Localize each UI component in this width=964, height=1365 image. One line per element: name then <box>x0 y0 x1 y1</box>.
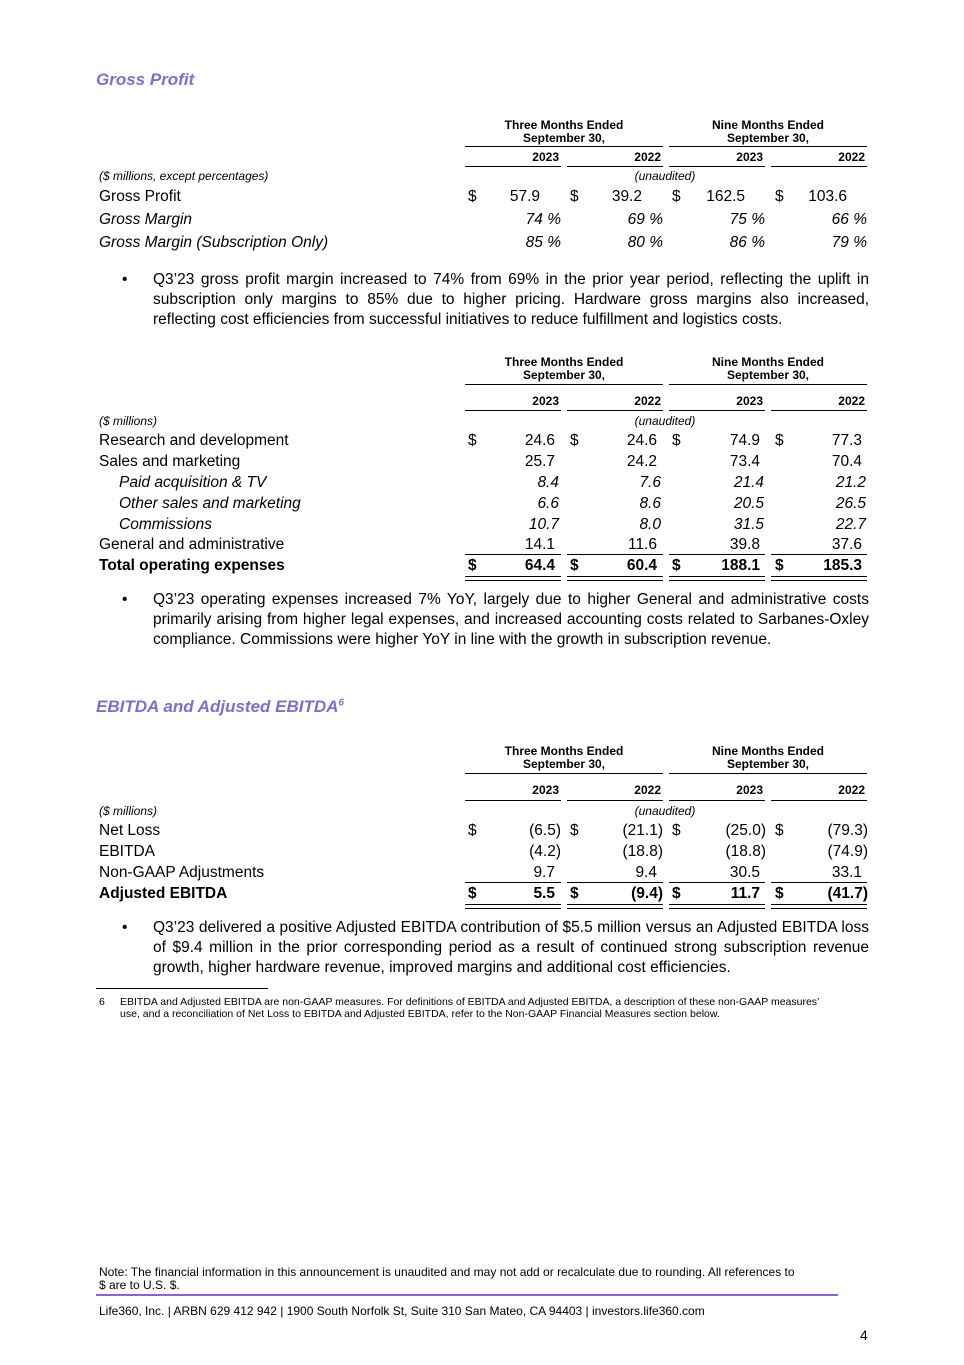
footnote-ref: 6 <box>338 697 344 709</box>
value-9m-2023: 75 % <box>729 211 765 228</box>
row-label: Adjusted EBITDA <box>99 885 228 902</box>
year-rule <box>465 166 561 167</box>
currency-symbol: $ <box>775 822 784 839</box>
row-label: Other sales and marketing <box>119 495 301 512</box>
value-q3-2023: 57.9 <box>509 188 540 205</box>
header-rule <box>465 773 663 774</box>
value-9m-2022: 66 % <box>831 211 867 228</box>
year-header: 2023 <box>532 394 559 408</box>
bullet-icon: • <box>122 919 128 936</box>
value-q3-2022: 39.2 <box>611 188 642 205</box>
year-rule <box>567 800 663 801</box>
bullet-icon: • <box>122 271 128 288</box>
currency-symbol: $ <box>672 822 681 839</box>
value-q3-2023: 64.4 <box>524 557 555 574</box>
value-9m-2023: 21.4 <box>733 474 764 491</box>
value-q3-2022: 24.6 <box>626 432 657 449</box>
unaudited-label: (unaudited) <box>634 804 696 818</box>
year-header: 2022 <box>838 394 865 408</box>
bullet-text: Q3’23 delivered a positive Adjusted EBITDA contribution of $5.5 million versus an Adjusted EBITDA loss of $9.4 million in the prior corresponding period as a result of continued strong subscription revenue growth, higher hardware revenue, improved margins and additional cost efficiencies. <box>153 919 869 976</box>
value-q3-2023: 14.1 <box>524 536 555 553</box>
value-q3-2022: 69 % <box>627 211 663 228</box>
bullet-point <box>122 590 869 670</box>
row-label: Gross Margin <box>99 211 193 228</box>
currency-symbol: $ <box>672 432 681 449</box>
value-q3-2022: 9.4 <box>635 864 657 881</box>
table-row <box>99 474 869 494</box>
row-label: Commissions <box>119 516 213 533</box>
table-row <box>99 864 869 884</box>
bullet-point <box>122 270 869 330</box>
currency-symbol: $ <box>570 188 579 205</box>
currency-symbol: $ <box>468 822 477 839</box>
value-9m-2022: 77.3 <box>831 432 862 449</box>
row-label: Gross Margin (Subscription Only) <box>99 234 329 251</box>
total-rule <box>669 576 765 581</box>
value-9m-2022: 103.6 <box>808 188 847 205</box>
row-label: Research and development <box>99 432 289 449</box>
row-label: General and administrative <box>99 536 285 553</box>
nine-months-header: Nine Months Ended September 30, <box>712 355 824 382</box>
total-row <box>99 557 869 577</box>
value-9m-2023: 73.4 <box>729 453 760 470</box>
bullet-icon: • <box>122 591 128 608</box>
value-q3-2022: (9.4) <box>631 885 663 902</box>
three-months-header: Three Months Ended September 30, <box>504 118 624 145</box>
value-9m-2022: 22.7 <box>835 516 866 533</box>
header-rule <box>465 146 663 147</box>
year-header: 2022 <box>634 394 661 408</box>
sum-rule <box>771 882 867 883</box>
currency-symbol: $ <box>672 557 681 574</box>
sum-rule <box>771 554 867 555</box>
value-9m-2022: 185.3 <box>823 557 862 574</box>
value-q3-2023: (4.2) <box>529 843 561 860</box>
footnote-text: EBITDA and Adjusted EBITDA are non-GAAP measures. For definitions of EBITDA and Adjusted EBITDA, a description of these non-GAAP measures’ use, and a reconciliation of Net Loss to EBITDA and Adjusted EBITDA, refer to the Non-GAAP Financial Measures section below. <box>120 996 819 1020</box>
sum-rule <box>567 882 663 883</box>
value-9m-2022: 79 % <box>831 234 867 251</box>
total-rule <box>771 904 867 909</box>
table-row <box>99 495 869 515</box>
value-q3-2022: (21.1) <box>622 822 663 839</box>
unit-label: ($ millions, except percentages) <box>99 169 269 183</box>
value-q3-2022: 80 % <box>627 234 663 251</box>
year-header: 2022 <box>838 150 865 164</box>
value-9m-2023: 162.5 <box>706 188 745 205</box>
year-header: 2022 <box>634 783 661 797</box>
year-rule <box>669 800 765 801</box>
currency-symbol: $ <box>468 188 477 205</box>
sum-rule <box>465 882 561 883</box>
value-9m-2023: 188.1 <box>721 557 760 574</box>
currency-symbol: $ <box>570 822 579 839</box>
header-rule <box>669 773 867 774</box>
three-months-header: Three Months Ended September 30, <box>504 355 624 382</box>
value-q3-2022: 8.6 <box>639 495 661 512</box>
total-rule <box>465 904 561 909</box>
value-9m-2023: 31.5 <box>733 516 764 533</box>
nine-months-header: Nine Months Ended September 30, <box>712 744 824 771</box>
page-number: 4 <box>860 1327 868 1343</box>
value-q3-2023: 25.7 <box>524 453 555 470</box>
currency-symbol: $ <box>672 188 681 205</box>
value-q3-2023: 6.6 <box>537 495 559 512</box>
value-9m-2022: 21.2 <box>835 474 866 491</box>
year-header: 2023 <box>736 150 763 164</box>
currency-symbol: $ <box>570 885 579 902</box>
value-9m-2023: 20.5 <box>733 495 764 512</box>
header-rule <box>669 384 867 385</box>
value-q3-2022: 60.4 <box>626 557 657 574</box>
value-9m-2022: 37.6 <box>831 536 862 553</box>
ebitda-title: EBITDA and Adjusted EBITDA$^6$ <box>96 697 344 716</box>
year-header: 2023 <box>532 150 559 164</box>
currency-symbol: $ <box>468 432 477 449</box>
year-header: 2022 <box>634 150 661 164</box>
sum-rule <box>465 554 561 555</box>
value-q3-2022: (18.8) <box>622 843 663 860</box>
value-9m-2023: 86 % <box>729 234 765 251</box>
bullet-text: Q3’23 gross profit margin increased to 74% from 69% in the prior year period, reflecting the uplift in subscription only margins to 85% due to higher pricing. Hardware gross margins also increased, reflecting cost efficiencies from successful initiatives to reduce fulfillment and logistics costs. <box>153 271 869 328</box>
table-row <box>99 536 869 556</box>
value-9m-2023: 11.7 <box>730 885 760 902</box>
total-rule <box>567 904 663 909</box>
rounding-note: Note: The financial information in this announcement is unaudited and may not add or recalculate due to rounding. All references to $ are to U.S. $. <box>99 1265 795 1292</box>
value-9m-2023: (25.0) <box>725 822 766 839</box>
value-q3-2023: 74 % <box>525 211 561 228</box>
currency-symbol: $ <box>570 557 579 574</box>
total-rule <box>669 904 765 909</box>
year-header: 2023 <box>736 783 763 797</box>
value-q3-2023: 10.7 <box>528 516 559 533</box>
table-row <box>99 516 869 536</box>
year-rule <box>465 800 561 801</box>
row-label: Net Loss <box>99 822 161 839</box>
value-9m-2022: 70.4 <box>831 453 862 470</box>
footnote-number: 6 <box>99 996 105 1008</box>
company-footer: Life360, Inc. | ARBN 629 412 942 | 1900 South Norfolk St, Suite 310 San Mateo, CA 94403 | investors.life360.com <box>99 1304 705 1318</box>
value-q3-2023: 8.4 <box>537 474 559 491</box>
row-label: EBITDA <box>99 843 155 860</box>
unaudited-label: (unaudited) <box>634 169 696 183</box>
value-q3-2022: 11.6 <box>627 536 657 553</box>
unit-label: ($ millions) <box>99 804 158 818</box>
value-q3-2022: 24.2 <box>626 453 657 470</box>
value-q3-2023: 85 % <box>525 234 561 251</box>
year-rule <box>669 410 765 411</box>
year-rule <box>567 166 663 167</box>
value-9m-2022: 26.5 <box>835 495 866 512</box>
value-q3-2023: 24.6 <box>524 432 555 449</box>
currency-symbol: $ <box>775 885 784 902</box>
value-9m-2023: (18.8) <box>725 843 766 860</box>
bullet-point <box>122 918 869 978</box>
year-header: 2022 <box>838 783 865 797</box>
header-rule <box>465 384 663 385</box>
year-rule <box>567 410 663 411</box>
value-9m-2022: (74.9) <box>827 843 868 860</box>
footer-rule <box>96 1294 838 1296</box>
row-label: Sales and marketing <box>99 453 241 470</box>
value-9m-2022: (41.7) <box>827 885 868 902</box>
table-row <box>99 188 869 208</box>
value-q3-2023: (6.5) <box>529 822 561 839</box>
year-rule <box>771 800 867 801</box>
year-header: 2023 <box>532 783 559 797</box>
sum-rule <box>567 554 663 555</box>
year-header: 2023 <box>736 394 763 408</box>
unit-label: ($ millions) <box>99 414 158 428</box>
row-label: Non-GAAP Adjustments <box>99 864 265 881</box>
currency-symbol: $ <box>775 188 784 205</box>
total-rule <box>567 576 663 581</box>
three-months-header: Three Months Ended September 30, <box>504 744 624 771</box>
total-row <box>99 885 869 905</box>
row-label: Paid acquisition & TV <box>119 474 267 491</box>
table-row <box>99 822 869 842</box>
year-rule <box>669 166 765 167</box>
table-row <box>99 453 869 473</box>
total-rule <box>465 576 561 581</box>
table-row <box>99 211 869 231</box>
value-9m-2022: 33.1 <box>831 864 862 881</box>
bullet-text: Q3’23 operating expenses increased 7% YoY, largely due to higher General and administrative costs primarily arising from higher legal expenses, and increased accounting costs related to Sarbanes-Oxley compliance. Commissions were higher YoY in line with the growth in subscription revenue. <box>153 591 869 648</box>
sum-rule <box>669 554 765 555</box>
value-9m-2023: 30.5 <box>729 864 760 881</box>
year-rule <box>771 410 867 411</box>
header-rule <box>669 146 867 147</box>
row-label: Total operating expenses <box>99 557 285 574</box>
currency-symbol: $ <box>570 432 579 449</box>
value-q3-2022: 7.6 <box>639 474 661 491</box>
row-label: Gross Profit <box>99 188 181 205</box>
unaudited-label: (unaudited) <box>634 414 696 428</box>
currency-symbol: $ <box>672 885 681 902</box>
table-row <box>99 843 869 863</box>
year-rule <box>465 410 561 411</box>
value-9m-2023: 74.9 <box>729 432 760 449</box>
value-q3-2022: 8.0 <box>639 516 661 533</box>
value-9m-2022: (79.3) <box>827 822 868 839</box>
footnote-rule <box>96 988 268 989</box>
value-q3-2023: 5.5 <box>533 885 555 902</box>
currency-symbol: $ <box>775 432 784 449</box>
gross-profit-title: Gross Profit <box>96 70 195 89</box>
total-rule <box>771 576 867 581</box>
value-q3-2023: 9.7 <box>533 864 555 881</box>
sum-rule <box>669 882 765 883</box>
currency-symbol: $ <box>775 557 784 574</box>
year-rule <box>771 166 867 167</box>
currency-symbol: $ <box>468 885 477 902</box>
currency-symbol: $ <box>468 557 477 574</box>
table-row <box>99 234 869 254</box>
value-9m-2023: 39.8 <box>729 536 760 553</box>
table-row <box>99 432 869 452</box>
nine-months-header: Nine Months Ended September 30, <box>712 118 824 145</box>
